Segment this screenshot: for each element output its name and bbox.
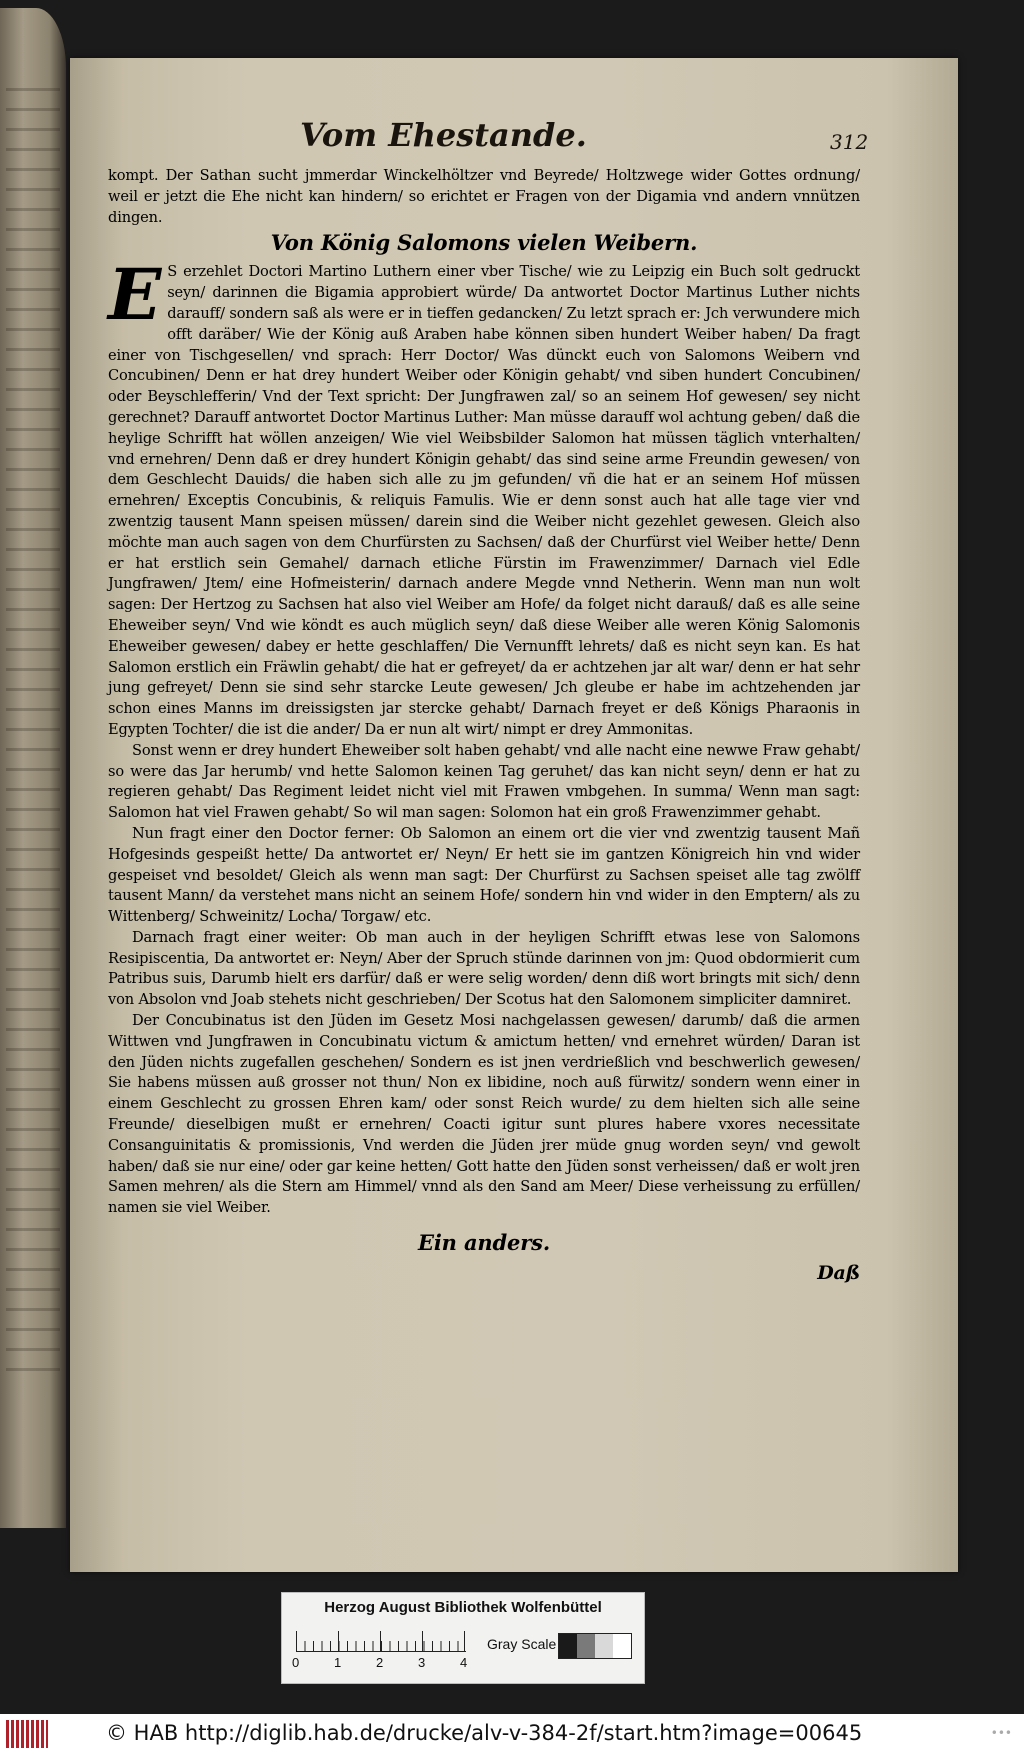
more-dots-icon: ••• [990, 1726, 1012, 1740]
ruler-number: 1 [334, 1655, 342, 1670]
drop-cap: E [108, 253, 162, 337]
catchword: Daß [817, 1262, 860, 1285]
paragraph-4: Darnach fragt einer weiter: Ob man auch in der heyligen Schrifft etwas lese von Salomons Resipiscentia, Da antwortet er: Neyn/ Aber der Spruch stünde darinnen von jm: Quod obdormierit cum Patribus suis, Darumb hielt ers darfür/ daß er were selig worden/ denn diß wort bringts mit sich/ denn von Absolon vnd Joab stehets nicht geschrieben/ Der Scotus hat den Salomonem simpliciter damniret. [108, 928, 860, 1009]
page-number: 312 [830, 130, 869, 154]
ruler-number: 2 [376, 1655, 384, 1670]
gray-swatch [595, 1634, 613, 1658]
gray-scale-swatches [558, 1633, 632, 1659]
paragraph-3: Nun fragt einer den Doctor ferner: Ob Salomon an einem ort die vier vnd zwentzig tausent Mañ Hofgesinds gespeißt hette/ Da antwortet er/ Neyn/ Er hett sie im gantzen Königreich hin vnd wider gespeiset vnd besoldet/ Gleich als wenn man sagt: Der Churfürst zu Sachsen speiset alle tag zwölff tausent Mann/ da verstehet mans nicht an seinem Hofe/ sondern hin vnd wider in den Emptern/ als zu Wittenberg/ Schweinitz/ Locha/ Torgaw/ etc. [108, 824, 860, 926]
gray-swatch [577, 1634, 595, 1658]
gray-swatch [613, 1634, 631, 1658]
ruler-number: 3 [418, 1655, 426, 1670]
previous-page-text-bleed [6, 88, 60, 1388]
paragraph-5: Der Concubinatus ist den Jüden im Gesetz Mosi nachgelassen gewesen/ darumb/ daß die armen Wittwen vnd Jungfrawen in Concubinatu victum & amictum hetten/ vnd ernehret würden/ Daran ist den Jüden nichts zugefallen geschehen/ Sondern es ist jnen verdrießlich vnd beschwerlich gewesen/ Sie habens müssen auß grosser not thun/ Non ex libidine, noch auß fürwitz/ sondern wenn einer in einem Geschlecht zu grossen Ehren kam/ oder sonst Reich wurde/ zu dem hielten sich alle seine Freunde/ dieselbigen mußt er ernehren/ Coacti igitur sunt plures habere vxores necessitate Consanguinitatis & promissionis, Vnd werden die Jüden jrer müde gnug worden seyn/ vnd gewolt haben/ daß sie nur eine/ oder gar keine hetten/ Gott hatte den Jüden sonst verheissen/ daß er wolt jren Samen mehren/ als die Stern am Himmel/ vnnd als den Sand am Meer/ Diese verheissung zu erfüllen/ namen sie viel Weiber. [108, 1012, 860, 1217]
book-page [70, 58, 958, 1572]
color-scale-card [281, 1592, 645, 1684]
ruler-scale [296, 1631, 466, 1652]
paragraph-2: Sonst wenn er drey hundert Eheweiber solt haben gehabt/ vnd alle nacht eine newwe Fraw gehabt/ so were das Jar herumb/ vnd hette Salomon keinen Tag geruhet/ das kan nicht seyn/ denn er hat zu regieren gehabt/ Das Regiment leidet nicht viel mit Frawen vmbgehen. In summa/ Wenn man sagt: Salomon hat viel Frawen gehabt/ So wil man sagen: Solomon hat ein groß Frawenzimmer gehabt. [108, 741, 860, 822]
paragraph-1 [108, 253, 860, 740]
previous-page-edge [0, 8, 66, 1528]
ruler-number: 0 [292, 1655, 300, 1670]
body-text [108, 166, 860, 1284]
scale-card-title: Herzog August Bibliothek Wolfenbüttel [324, 1599, 602, 1616]
section-heading: Von König Salomons vielen Weibern. [270, 230, 698, 256]
footer-bar [0, 1714, 1024, 1754]
lead-paragraph: kompt. Der Sathan sucht jmmerdar Winckelhöltzer vnd Beyrede/ Holtzwege wider Gottes ordnung/ weil er jetzt die Ehe nicht kan hindern/ so erichtet er Fragen von der Digamia vnd andern vnnützen dingen. [108, 167, 860, 226]
hab-logo-icon [6, 1720, 48, 1748]
ruler-number: 4 [460, 1655, 468, 1670]
paragraph-1-text: S erzehlet Doctori Martino Luthern einer vber Tische/ wie zu Leipzig ein Buch solt gedruckt seyn/ darinnen die Bigamia approbiert würde/ Da antwortet Doctor Martinus Luther nichts darauff/ sondern saß als were er in tieffen gedancken/ Zu letzt sprach er: Jch verwundere mich offt daräber/ Wie der König auß Araben habe können siben hundert Weiber haben/ Da fragt einer von Tischgesellen/ vnd sprach: Herr Doctor/ Was dünckt euch von Salomons Weibern vnd Concubinen/ Denn er hat drey hundert Weiber oder Königin gehabt/ vnd siben hundert Concubinen/ oder Beyschlefferin/ Vnd der Text spricht: Der Jungfrawen zal/ so an seinem Hof gewesen/ sey nicht gerechnet? Darauff antwortet Doctor Martinus Luther: Man müsse darauff wol achtung geben/ daß die heylige Schrifft hat wöllen anzeigen/ Wie viel Weibsbilder Salomon hat müssen täglich vnterhalten/ vnd ernehren/ Denn daß er drey hundert Königin gehabt/ das sind seine arme Freundin gewesen/ von dem Geschlecht Dauids/ die haben sich alle zu jm gefunden/ vñ die hat er an seinem Hof müssen ernehren/ Exceptis Concubinis, & reliquis Famulis. Wie er denn sonst auch hat alle tage vier vnd zwentzig tausent Mann speisen müssen/ darein sind die Weiber nicht gezehlet gewesen. Gleich also möchte man auch sagen von dem Churfürsten zu Sachsen/ daß der Churfürst viel Weiber hette/ Denn er hat erstlich sein Gemahel/ darnach etliche Fürstin im Frawenzimmer/ Darnach viel Edle Jungfrawen/ Jtem/ eine Hofmeisterin/ darnach andere Megde vnnd Netherin. Wenn man nun wolt sagen: Der Hertzog zu Sachsen hat also viel Weiber am Hofe/ da folget nicht darauß/ daß es alle seine Eheweiber seyn/ Vnd wie köndt es auch müglich seyn/ daß diese Weiber alle weren König Salomonis Eheweiber gewesen/ dabey er hette geschlaffen/ Die Vernunfft lehrets/ daß es nicht seyn kan. Es hat Salomon erstlich ein Fräwlin gehabt/ die hat er gefreyet/ da er achtzehen jar alt war/ denn er hat sehr jung gefreyet/ Denn sie sind sehr starcke Leute gewesen/ Jch gleube er habe im achtzehenden jar schon eines Manns im dreissigsten jar stercke gehabt/ Darnach freyet er deß Königs Pharaonis in Egypten Tochter/ die ist die ander/ Da er nun alt wirt/ nimpt er drey Ammonitas. [108, 263, 860, 738]
copyright-url[interactable]: © HAB http://diglib.hab.de/drucke/alv-v-384-2f/start.htm?image=00645 [106, 1721, 863, 1745]
running-head: Vom Ehestande. [300, 116, 587, 154]
closing-heading: Ein anders. [417, 1230, 551, 1256]
gray-scale-label: Gray Scale [487, 1636, 557, 1652]
gray-swatch [559, 1634, 577, 1658]
